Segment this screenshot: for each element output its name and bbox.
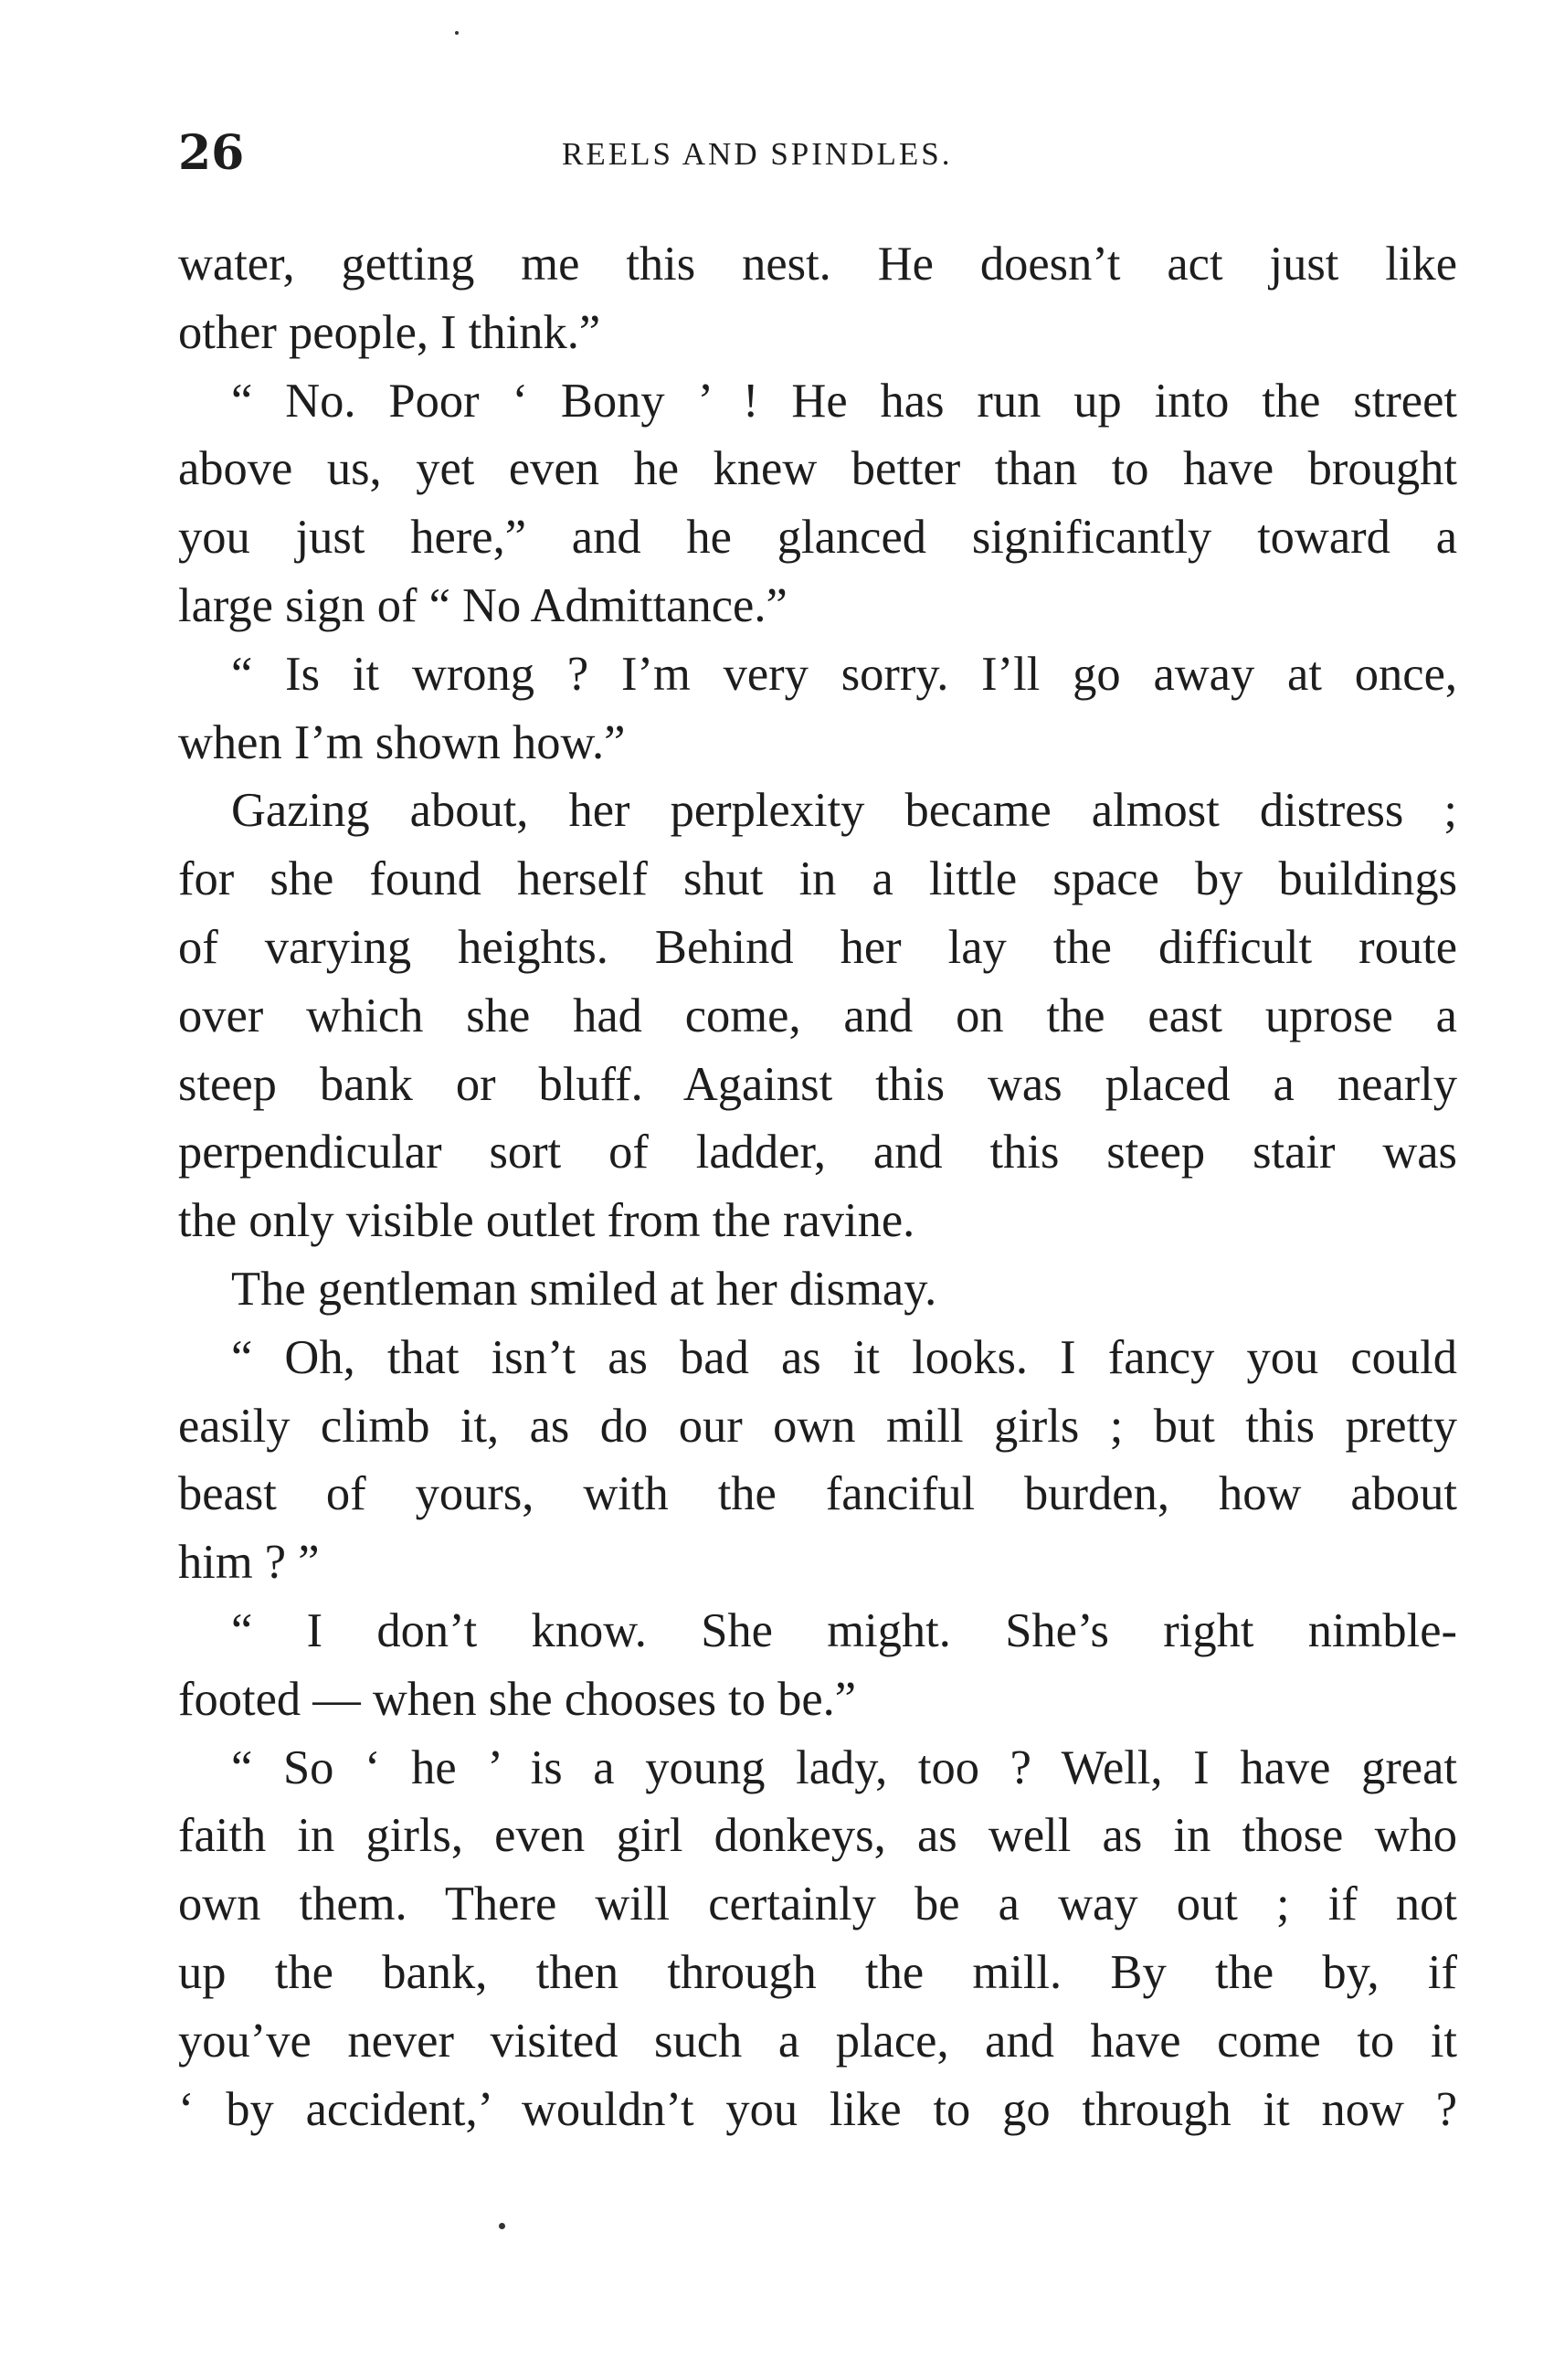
text-line: him ? ” [178, 1536, 320, 1590]
running-head [178, 126, 1457, 181]
ink-speck [499, 2223, 505, 2229]
text-line: own them. There will certainly be a way out ; if not [178, 1878, 1457, 1931]
text-line: steep bank or bluff. Against this was placed a nearly [178, 1057, 1457, 1111]
text-line: the only visible outlet from the ravine. [178, 1194, 915, 1248]
text-line: “ Is it wrong ? I’m very sorry. I’ll go away at once, [231, 647, 1457, 701]
text-line: you’ve never visited such a place, and have come to it [178, 2014, 1457, 2068]
running-title: REELS AND SPINDLES. [562, 136, 953, 172]
text-line: up the bank, then through the mill. By the by, if [178, 1945, 1457, 1999]
text-line: “ No. Poor ‘ Bony ’ ! He has run up into the street [231, 374, 1457, 428]
text-line: over which she had come, and on the east uprose a [178, 989, 1457, 1042]
text-line: perpendicular sort of ladder, and this steep stair was [178, 1126, 1457, 1179]
text-line: “ I don’t know. She might. She’s right nimble- [231, 1603, 1457, 1657]
text-line: when I’m shown how.” [178, 715, 626, 769]
page-number: 26 [178, 125, 245, 181]
text-line: Gazing about, her perplexity became almost distress ; [231, 784, 1457, 838]
text-line: The gentleman smiled at her dismay. [231, 1262, 937, 1316]
text-line: footed — when she chooses to be.” [178, 1672, 857, 1726]
text-line: “ Oh, that isn’t as bad as it looks. I fancy you could [231, 1330, 1457, 1384]
text-line: water, getting me this nest. He doesn’t act just like [178, 238, 1457, 291]
text-line: other people, I think.” [178, 305, 601, 359]
text-line: “ So ‘ he ’ is a young lady, too ? Well, I have great [231, 1740, 1457, 1794]
ink-speck [455, 31, 459, 35]
text-line: large sign of “ No Admittance.” [178, 578, 788, 632]
text-line: ‘ by accident,’ wouldn’t you like to go through it now ? [178, 2082, 1457, 2136]
text-line: for she found herself shut in a little space by buildings [178, 852, 1457, 906]
text-line: beast of yours, with the fanciful burden, how about [178, 1467, 1457, 1521]
text-line: easily climb it, as do our own mill girls ; but this pretty [178, 1399, 1457, 1453]
text-line: you just here,” and he glanced significantly toward a [178, 511, 1457, 565]
text-line: of varying heights. Behind her lay the difficult route [178, 920, 1457, 974]
body-text [178, 230, 1457, 2143]
text-line: faith in girls, even girl donkeys, as well as in those who [178, 1809, 1457, 1863]
text-line: above us, yet even he knew better than to have brought [178, 442, 1457, 496]
